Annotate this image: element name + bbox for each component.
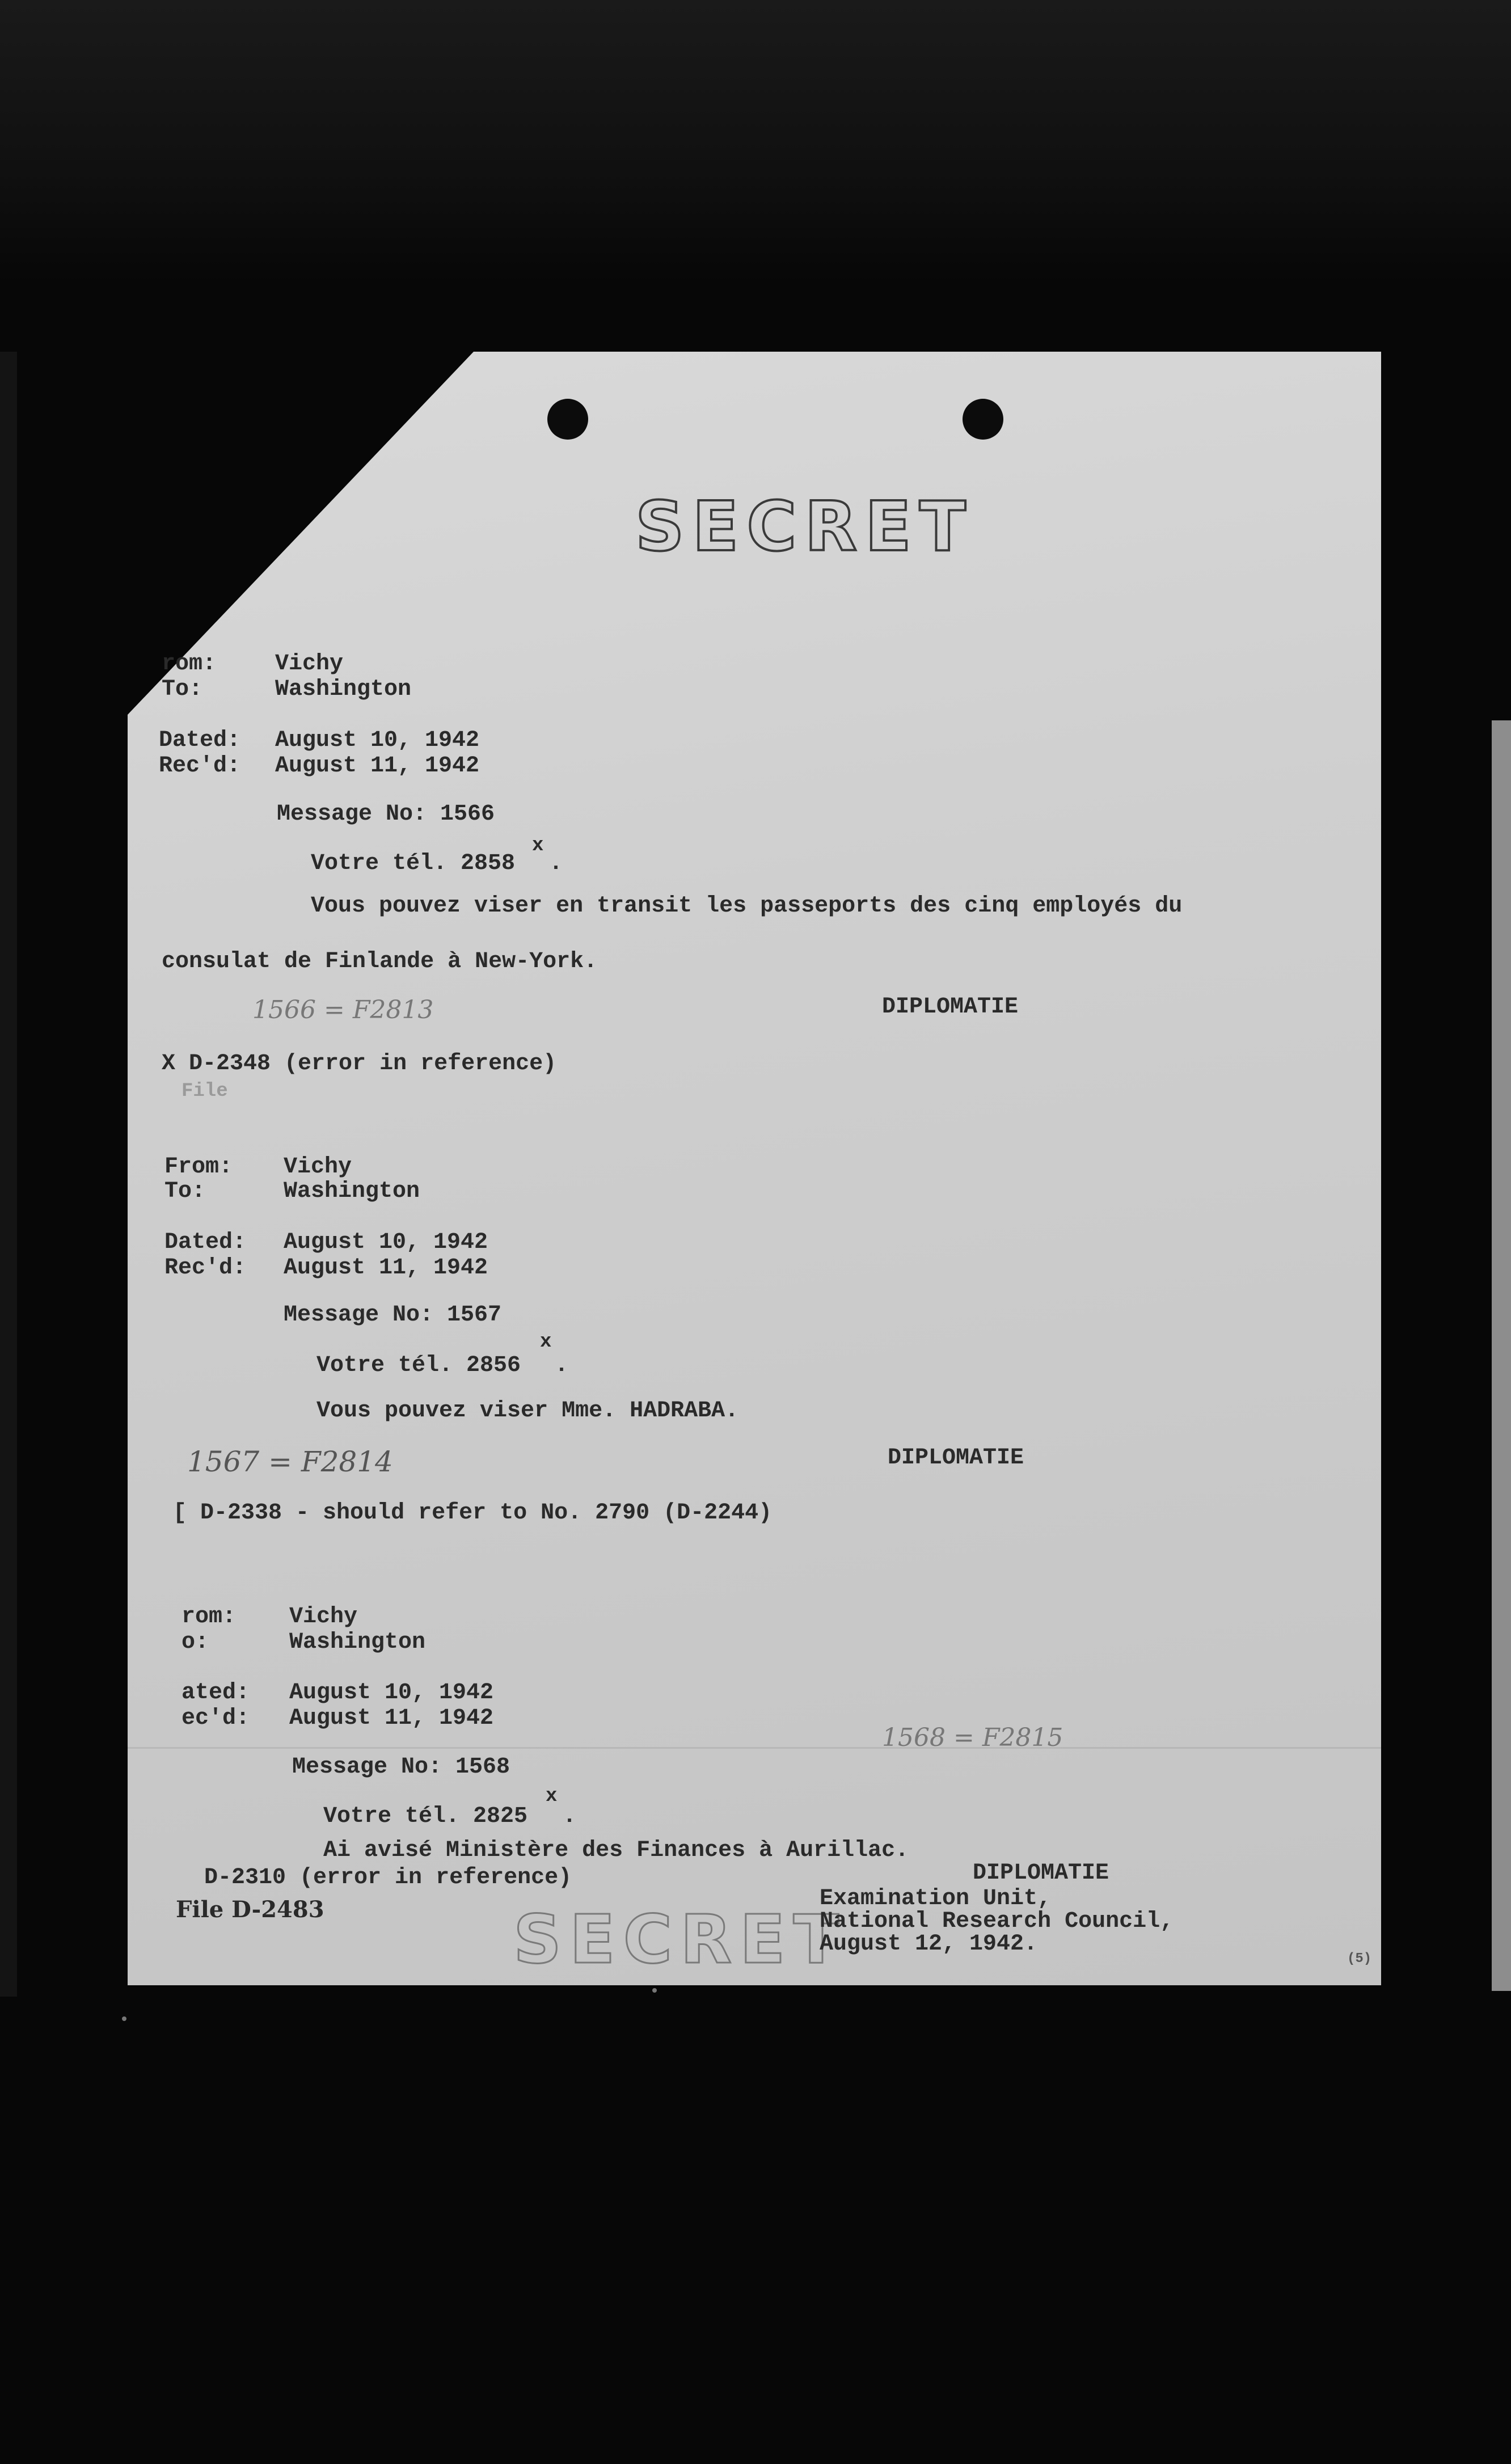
from-label: rom: xyxy=(162,651,217,677)
to-label: To: xyxy=(164,1179,206,1204)
adjacent-page-edge xyxy=(1492,720,1511,1991)
to-value: Washington xyxy=(289,1630,426,1655)
signature-unit: Examination Unit, xyxy=(820,1886,1052,1912)
message-number: Message No: 1568 xyxy=(292,1754,510,1780)
message-body-line1: Vous pouvez viser Mme. HADRABA. xyxy=(316,1398,739,1424)
punch-hole-left xyxy=(547,399,588,440)
scan-speck xyxy=(122,2016,126,2021)
punch-hole-right xyxy=(963,399,1003,440)
period-mark: . xyxy=(563,1804,577,1829)
from-value: Vichy xyxy=(289,1604,358,1630)
from-label: From: xyxy=(164,1154,233,1180)
to-label: o: xyxy=(182,1630,209,1655)
recd-value: August 11, 1942 xyxy=(289,1706,494,1731)
reference-mark: x xyxy=(540,1331,552,1353)
secret-stamp-bottom: SECRET xyxy=(513,1900,847,1978)
to-value: Washington xyxy=(275,677,412,702)
message-number: Message No: 1566 xyxy=(277,801,495,827)
dated-label: ated: xyxy=(182,1680,250,1706)
reference-footnote: D-2310 (error in reference) xyxy=(204,1865,572,1891)
from-value: Vichy xyxy=(284,1154,352,1180)
recd-label: ec'd: xyxy=(182,1706,250,1731)
period-mark: . xyxy=(549,851,563,876)
reference-footnote: [ D-2338 - should refer to No. 2790 (D-2244) xyxy=(173,1500,773,1526)
message-body-line1: Ai avisé Ministère des Finances à Aurillac. xyxy=(323,1838,909,1863)
recd-label: Rec'd: xyxy=(164,1255,247,1281)
reference-footnote: X D-2348 (error in reference) xyxy=(162,1051,557,1077)
to-label: To: xyxy=(162,677,203,702)
handwritten-file-number: 1566 = F2813 xyxy=(252,995,434,1024)
signature-date: August 12, 1942. xyxy=(820,1931,1038,1957)
secret-stamp-top: SECRET xyxy=(635,488,974,567)
faint-file-note: File xyxy=(182,1081,228,1102)
classification-label: DIPLOMATIE xyxy=(882,994,1019,1020)
telegram-reference: Votre tél. 2858 xyxy=(311,851,516,876)
dated-value: August 10, 1942 xyxy=(275,728,480,753)
dated-value: August 10, 1942 xyxy=(284,1230,488,1255)
reference-mark: x xyxy=(546,1786,558,1807)
dark-background-left xyxy=(0,352,17,1997)
dark-background-top xyxy=(0,0,1511,284)
classification-label: DIPLOMATIE xyxy=(973,1860,1109,1886)
telegram-reference: Votre tél. 2856 xyxy=(316,1353,521,1378)
dated-label: Dated: xyxy=(159,728,241,753)
recd-value: August 11, 1942 xyxy=(275,753,480,779)
classification-label: DIPLOMATIE xyxy=(888,1445,1024,1471)
from-value: Vichy xyxy=(275,651,344,677)
page-fold xyxy=(128,1747,1381,1749)
message-number: Message No: 1567 xyxy=(284,1302,502,1328)
telegram-reference: Votre tél. 2825 xyxy=(323,1804,528,1829)
message-body-line2: consulat de Finlande à New-York. xyxy=(162,949,598,974)
file-note: File D-2483 xyxy=(176,1896,324,1923)
reference-mark: x xyxy=(532,835,544,857)
dated-value: August 10, 1942 xyxy=(289,1680,494,1706)
dated-label: Dated: xyxy=(164,1230,247,1255)
to-value: Washington xyxy=(284,1179,420,1204)
signature-organization: National Research Council, xyxy=(820,1909,1174,1934)
scan-speck xyxy=(652,1988,657,1993)
message-body-line1: Vous pouvez viser en transit les passeports des cinq employés du xyxy=(311,893,1183,919)
from-label: rom: xyxy=(182,1604,237,1630)
period-mark: . xyxy=(555,1353,569,1378)
recd-value: August 11, 1942 xyxy=(284,1255,488,1281)
handwritten-file-number: 1568 = F2815 xyxy=(882,1723,1063,1752)
page-corner-mark: (5) xyxy=(1347,1951,1372,1967)
recd-label: Rec'd: xyxy=(159,753,241,779)
handwritten-file-number: 1567 = F2814 xyxy=(187,1445,393,1478)
